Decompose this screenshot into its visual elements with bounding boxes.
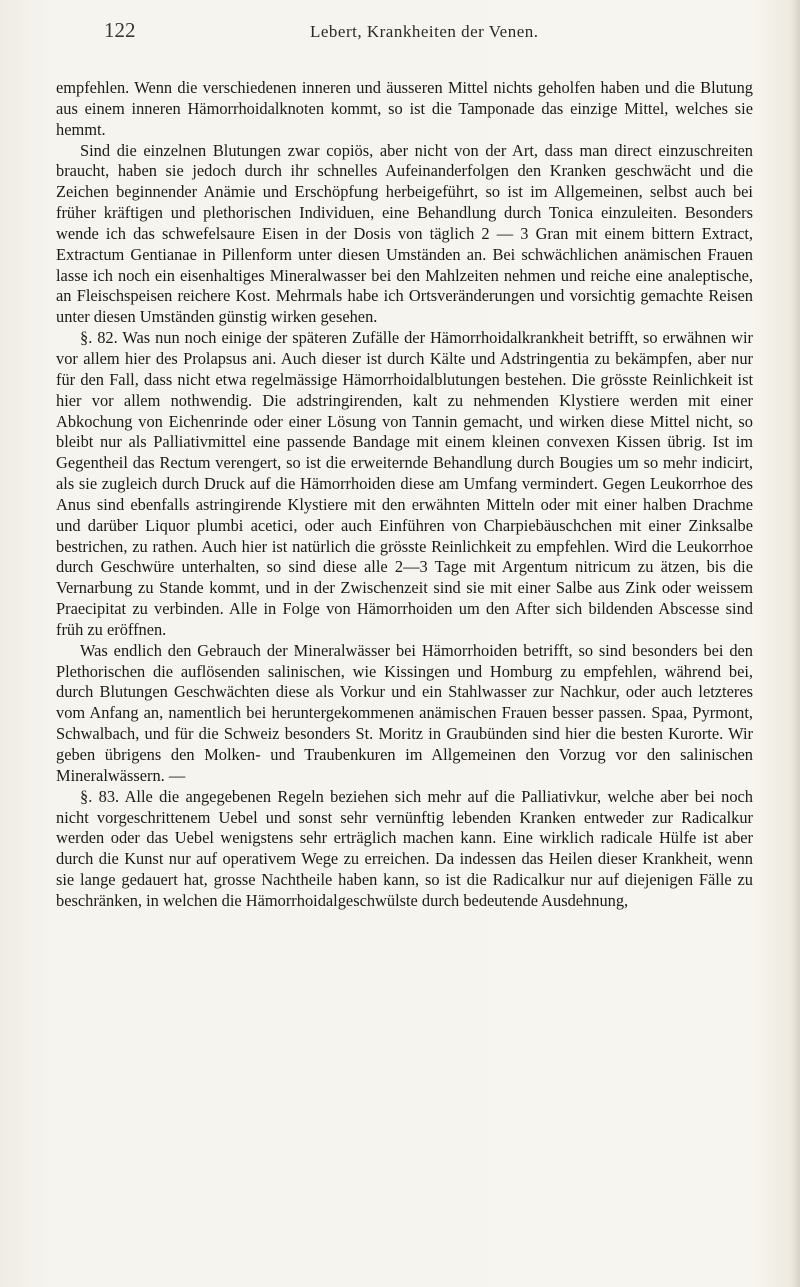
page-number: 122 — [104, 18, 136, 42]
paragraph-section-83: §. 83. Alle die angegebenen Regeln beziehen sich mehr auf die Palliativkur, welche aber bei noch nicht vorgeschrittenem Uebel und sonst sehr vernünftig lebenden Kranken entweder zur Radicalkur werden oder das Uebel wenigstens sehr erträglich machen kann. Eine wirklich radicale Hülfe ist aber durch die Kunst nur auf operativem Wege zu erreichen. Da indessen das Heilen dieser Krankheit, wenn sie lange gedauert hat, grosse Nachtheile haben kann, so ist die Radicalkur nur auf diejenigen Fälle zu beschränken, in welchen die Hämorrhoidalgeschwülste durch bedeutende Ausdehnung, — [56, 786, 753, 910]
running-title: Lebert, Krankheiten der Venen. — [310, 22, 539, 41]
page-edge-shadow — [790, 0, 800, 1287]
paragraph-section-82: §. 82. Was nun noch einige der späteren Zufälle der Hämorrhoidalkrankheit betrifft, so erwähnen wir vor allem hier des Prolapsus ani. Auch dieser ist durch Kälte und Adstringentia zu bekämpfen, aber nur für den Fall, dass nicht etwa regelmässige Hämorrhoidalblutungen bestehen. Die grösste Reinlichkeit ist hier vor allem nothwendig. Die adstringirenden, kalt zu nehmenden Klystiere werden mit einer Abkochung von Eichenrinde oder einer Lösung von Tannin gemacht, und wirken diese Mittel nicht, so bleibt nur als Palliativmittel eine passende Bandage mit einem kleinen convexen Kissen übrig. Ist im Gegentheil das Rectum verengert, so ist die erweiternde Behandlung durch Bougies um so mehr indicirt, als sie zugleich durch Druck auf die Hämorrhoiden diese am Umfang vermindert. Gegen Leukorrhoe des Anus sind ebenfalls astringirende Klystiere mit den erwähnten Mitteln oder mit einer halben Drachme und darüber Liquor plumbi acetici, oder auch Einführen von Charpiebäuschchen mit einer Zinksalbe bestrichen, zu rathen. Auch hier ist natürlich die grösste Reinlichkeit zu empfehlen. Wird die Leukorrhoe durch Geschwüre unterhalten, so sind diese alle 2—3 Tage mit Argentum nitricum zu ätzen, bis die Vernarbung zu Stande kommt, und in der Zwischenzeit sind sie mit einer Salbe aus Zink oder weissem Praecipitat zu verbinden. Alle in Folge von Hämorrhoiden um den After sich bildenden Abscesse sind früh zu eröffnen. — [56, 328, 753, 639]
paragraph-continuation: empfehlen. Wenn die verschiedenen inneren und äusseren Mittel nichts geholfen haben und die Blutung aus einem inneren Hämorrhoidalknoten kommt, so ist die Tamponade das einzige Mittel, welches sie hemmt. — [56, 78, 753, 139]
paragraph-tonica: Sind die einzelnen Blutungen zwar copiös, aber nicht von der Art, dass man direct einzuschreiten braucht, haben sie jedoch durch ihr schnelles Aufeinanderfolgen den Kranken geschwächt und die Zeichen beginnender Anämie und Erschöpfung herbeigeführt, so ist im Allgemeinen, selbst auch bei früher kräftigen und plethorischen Individuen, eine Behandlung durch Tonica einzuleiten. Besonders wende ich das schwefelsaure Eisen in der Dosis von täglich 2 — 3 Gran mit einem bittern Extract, Extractum Gentianae in Pillenform unter diesen Umständen an. Bei schwächlichen anämischen Frauen lasse ich noch ein eisenhaltiges Mineralwasser bei den Mahlzeiten nehmen und reiche eine analeptische, an Fleischspeisen reichere Kost. Mehrmals habe ich Ortsveränderungen und vorsichtig gemachte Reisen unter diesen Umständen günstig wirken gesehen. — [56, 140, 753, 327]
page-header — [104, 18, 760, 48]
body-text — [56, 78, 753, 912]
paragraph-mineralwaesser: Was endlich den Gebrauch der Mineralwässer bei Hämorrhoiden betrifft, so sind besonders bei den Plethorischen die auflösenden salinischen, wie Kissingen und Homburg zu empfehlen, während bei, durch Blutungen Geschwächten diese als Vorkur und ein Stahlwasser zur Nachkur, oder auch letzteres vom Anfang an, namentlich bei heruntergekommenen anämischen Frauen besser passen. Spaa, Pyrmont, Schwalbach, und für die Schweiz besonders St. Moritz in Graubünden sind hier die besten Kurorte. Wir geben übrigens den Molken- und Traubenkuren im Allgemeinen den Vorzug vor den salinischen Mineralwässern. — — [56, 640, 753, 785]
